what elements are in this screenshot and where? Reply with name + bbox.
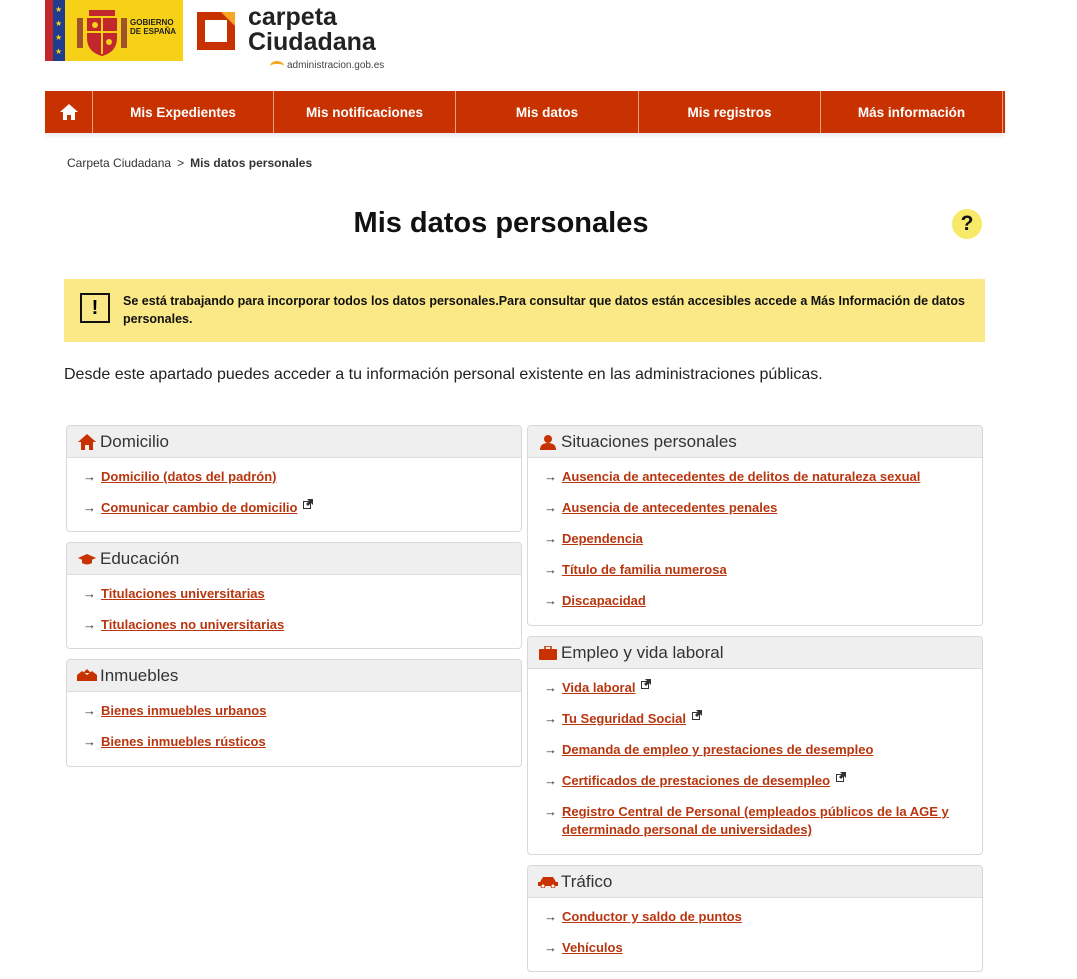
gobierno-logo[interactable] bbox=[45, 0, 183, 61]
panel-title: Situaciones personales bbox=[561, 431, 737, 451]
link-vehiculos[interactable]: Vehículos bbox=[562, 940, 623, 955]
graduation-cap-icon bbox=[77, 552, 97, 566]
star-icon: ★ bbox=[55, 19, 63, 28]
link-antecedentes-sexuales[interactable]: Ausencia de antecedentes de delitos de naturaleza sexual bbox=[562, 469, 921, 484]
list-item bbox=[544, 530, 982, 548]
list-item bbox=[544, 499, 982, 517]
list-item bbox=[544, 803, 982, 839]
house-icon bbox=[77, 434, 97, 450]
help-button[interactable]: ? bbox=[952, 209, 982, 239]
arrow-right-icon: → bbox=[544, 909, 557, 924]
external-link-icon bbox=[692, 710, 702, 720]
list-item bbox=[83, 616, 521, 634]
home-icon bbox=[60, 104, 78, 120]
panel-header bbox=[67, 543, 521, 575]
arrow-right-icon: → bbox=[544, 593, 557, 608]
link-bienes-urbanos[interactable]: Bienes inmuebles urbanos bbox=[101, 703, 267, 718]
intro-text: Desde este apartado puedes acceder a tu información personal existente en las administraciones públicas. bbox=[64, 366, 823, 383]
external-link-icon bbox=[641, 679, 651, 689]
domain-text: administracion.gob.es bbox=[287, 60, 385, 71]
list-item bbox=[83, 733, 521, 751]
breadcrumb-root[interactable]: Carpeta Ciudadana bbox=[67, 156, 172, 170]
nav-mis-datos[interactable]: Mis datos bbox=[456, 91, 639, 133]
arrow-right-icon: → bbox=[544, 804, 557, 819]
link-demanda-empleo[interactable]: Demanda de empleo y prestaciones de desempleo bbox=[562, 742, 874, 757]
arrow-right-icon: → bbox=[544, 562, 557, 577]
external-link-icon bbox=[303, 499, 313, 509]
list-item bbox=[544, 561, 982, 579]
panel-empleo bbox=[527, 636, 983, 855]
nav-mis-expedientes[interactable]: Mis Expedientes bbox=[93, 91, 274, 133]
app-title[interactable] bbox=[248, 5, 376, 55]
panel-situaciones-personales bbox=[527, 425, 983, 626]
list-item bbox=[544, 710, 982, 728]
arrow-right-icon: → bbox=[544, 469, 557, 484]
link-titulaciones-no-universitarias[interactable]: Titulaciones no universitarias bbox=[101, 617, 285, 632]
panel-title: Inmuebles bbox=[100, 665, 179, 685]
warning-icon: ! bbox=[80, 293, 110, 323]
panel-inmuebles bbox=[66, 659, 522, 767]
arrow-right-icon: → bbox=[544, 742, 557, 757]
app-title-line1: carpeta bbox=[248, 3, 337, 31]
panel-title: Tráfico bbox=[561, 871, 613, 891]
breadcrumb-current: Mis datos personales bbox=[190, 156, 313, 170]
panel-title: Domicilio bbox=[100, 431, 169, 451]
panel-title: Educación bbox=[100, 548, 180, 568]
app-title-line2: Ciudadana bbox=[248, 28, 376, 56]
nav-mis-notificaciones[interactable]: Mis notificaciones bbox=[274, 91, 456, 133]
star-icon: ★ bbox=[55, 33, 63, 42]
link-certificados-desempleo[interactable]: Certificados de prestaciones de desempleo bbox=[562, 773, 831, 788]
gobierno-text: GOBIERNO DE ESPAÑA bbox=[130, 18, 177, 36]
list-item bbox=[544, 592, 982, 610]
list-item bbox=[83, 585, 521, 603]
arc-logo-icon bbox=[270, 61, 284, 71]
coat-of-arms-icon bbox=[75, 4, 129, 58]
arrow-right-icon: → bbox=[83, 586, 96, 601]
list-item bbox=[544, 939, 982, 957]
list-item bbox=[544, 741, 982, 759]
breadcrumb-separator: > bbox=[177, 156, 185, 170]
arrow-right-icon: → bbox=[544, 500, 557, 515]
arrow-right-icon: → bbox=[544, 680, 557, 695]
link-conductor-puntos[interactable]: Conductor y saldo de puntos bbox=[562, 909, 742, 924]
arrow-right-icon: → bbox=[83, 703, 96, 718]
panel-title: Empleo y vida laboral bbox=[561, 642, 724, 662]
list-item bbox=[544, 908, 982, 926]
list-item bbox=[83, 468, 521, 486]
panel-educacion bbox=[66, 542, 522, 649]
list-item bbox=[83, 702, 521, 720]
star-icon: ★ bbox=[55, 47, 63, 56]
link-titulaciones-universitarias[interactable]: Titulaciones universitarias bbox=[101, 586, 265, 601]
main-nav bbox=[45, 91, 1005, 133]
panel-header bbox=[67, 426, 521, 458]
flag-stripe-red bbox=[45, 0, 53, 61]
link-domicilio-padron[interactable]: Domicilio (datos del padrón) bbox=[101, 469, 277, 484]
panel-header bbox=[528, 426, 982, 458]
link-bienes-rusticos[interactable]: Bienes inmuebles rústicos bbox=[101, 734, 266, 749]
link-dependencia[interactable]: Dependencia bbox=[562, 531, 643, 546]
briefcase-icon bbox=[538, 646, 558, 660]
panel-header bbox=[528, 637, 982, 669]
arrow-right-icon: → bbox=[83, 469, 96, 484]
arrow-right-icon: → bbox=[544, 773, 557, 788]
link-discapacidad[interactable]: Discapacidad bbox=[562, 593, 646, 608]
nav-mas-informacion[interactable]: Más información bbox=[821, 91, 1003, 133]
external-link-icon bbox=[836, 772, 846, 782]
arrow-right-icon: → bbox=[544, 711, 557, 726]
arrow-right-icon: → bbox=[83, 617, 96, 632]
notice-banner bbox=[64, 279, 985, 342]
domain-label bbox=[270, 60, 384, 71]
arrow-right-icon: → bbox=[83, 500, 96, 515]
notice-text: Se está trabajando para incorporar todos los datos personales.Para consultar que datos están accesibles accede a Más Información de datos personales. bbox=[123, 294, 965, 326]
nav-home-button[interactable] bbox=[45, 91, 93, 133]
link-registro-central-personal[interactable]: Registro Central de Personal (empleados públicos de la AGE y determinado personal de universidades) bbox=[562, 804, 949, 837]
list-item bbox=[544, 468, 982, 486]
link-vida-laboral[interactable]: Vida laboral bbox=[562, 680, 636, 695]
link-comunicar-cambio-domicilio[interactable]: Comunicar cambio de domicilio bbox=[101, 500, 298, 515]
carpeta-ciudadana-logo-icon bbox=[197, 12, 235, 50]
panel-header bbox=[528, 866, 982, 898]
list-item bbox=[544, 772, 982, 790]
list-item bbox=[83, 499, 521, 517]
panel-trafico bbox=[527, 865, 983, 972]
link-antecedentes-penales[interactable]: Ausencia de antecedentes penales bbox=[562, 500, 778, 515]
buildings-icon bbox=[77, 669, 97, 683]
link-familia-numerosa[interactable]: Título de familia numerosa bbox=[562, 562, 727, 577]
person-icon bbox=[538, 434, 558, 450]
car-icon bbox=[538, 876, 558, 888]
panel-header bbox=[67, 660, 521, 692]
arrow-right-icon: → bbox=[544, 531, 557, 546]
panel-domicilio bbox=[66, 425, 522, 532]
star-icon: ★ bbox=[55, 5, 63, 14]
page-title: Mis datos personales bbox=[353, 207, 649, 239]
list-item bbox=[544, 679, 982, 697]
arrow-right-icon: → bbox=[83, 734, 96, 749]
nav-mis-registros[interactable]: Mis registros bbox=[639, 91, 821, 133]
link-seguridad-social[interactable]: Tu Seguridad Social bbox=[562, 711, 687, 726]
breadcrumb bbox=[67, 156, 312, 170]
arrow-right-icon: → bbox=[544, 940, 557, 955]
